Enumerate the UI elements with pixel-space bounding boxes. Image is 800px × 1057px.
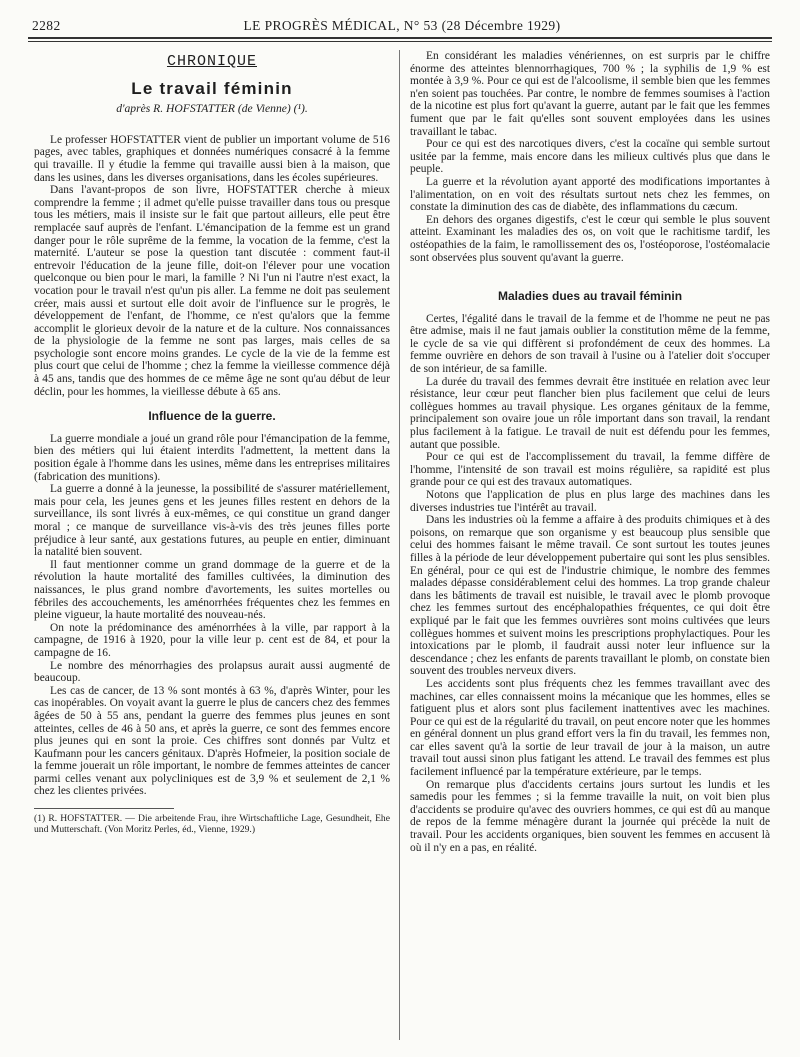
subheading-war: Influence de la guerre. (148, 409, 276, 424)
paragraph: Certes, l'égalité dans le travail de la femme et de l'homme ne peut ne pas être admise, mais il ne faut jamais oublier la constitution même de la femme, le cycle de sa vie qui diffèrent si profondément de ceux des hommes. La femme ouvrière en dehors de son travail à l'usine ou à l'atelier doit s'occuper de son intérieur, de sa famille. (410, 312, 770, 376)
paragraph: En dehors des organes digestifs, c'est le cœur qui semble le plus souvent atteint. Examinant les maladies des os, on voit que le rachitisme tardif, les ostéopathies de la faim, le ramollissement des os, l'ostéoporose, l'ostéomalacie sont observées plus souvent qu'avant la guerre. (410, 213, 770, 264)
footnote: (1) R. HOFSTATTER. — Die arbeitende Frau, ihre Wirtschaftliche Lage, Gesundheit, Ehe und Mutterschaft. (Von Moritz Perles, éd., Vienne, 1929.) (34, 813, 390, 836)
column-divider (399, 50, 400, 1040)
right-column (410, 50, 770, 854)
journal-title: LE PROGRÈS MÉDICAL, N° 53 (28 Décembre 1929) (243, 18, 561, 33)
paragraph: En considérant les maladies vénériennes, on est surpris par le chiffre énorme des atteintes blennorrhagiques, 700 % ; la syphilis de 1,9 % est montée à 3,9 %. Pour ce qui est de l'alcoolisme, il semble bien que les femmes n'en soient pas touchées. Par contre, le nombre de femmes soumises à l'action de la nicotine est plus fort qu'avant la guerre, autant par le fait que les femmes fument que par le fait qu'elles sont souvent employées dans les usines travaillant le tabac. (410, 50, 770, 138)
paragraph: Le professer HOFSTATTER vient de publier un important volume de 516 pages, avec tables, graphiques et données numériques consacré à la femme qui travaille. Il y étudie la femme qui travaille aussi bien à la maison, que dans les usines, dans les diverses organisations, dans les écoles supérieures. (34, 133, 390, 184)
left-column (34, 50, 390, 835)
paragraph: Dans les industries où la femme a affaire à des produits chimiques et à des poisons, on remarque que son organisme y est beaucoup plus sensible que celui des hommes faisant le même travail. Ce sont surtout les toutes jeunes filles à la période de leur développement pubertaire qui sont les plus sensibles. En général, pour ce qui est de l'industrie chimique, le nombre des femmes malades dépasse considérablement celui des hommes. La trop grande chaleur dans les bâtiments de travail est nuisible, le travail avec le plomb provoque chez les femmes surtout des encéphalopathies fréquentes, ce qui doit être expliqué par le fait que les femmes ouvrières sont moins cultivées que leurs collègues hommes et suivent moins les prescriptions prophylactiques. Pour les intoxications par le plomb, il faudrait aussi noter leur influence sur la descendance ; chez les enfants de parents travaillant le plomb, on constate bien souvent des troubles nerveux divers. (410, 514, 770, 678)
paragraph: Les accidents sont plus fréquents chez les femmes travaillant avec des machines, car elles connaissent moins la mécanique que les hommes, elles se fatiguent plus et alors sont plus facilement inattentives avec les machines. Pour ce qui est de la régularité du travail, on peut encore noter que les hommes en général donnent un plus grand effort vers la fin du travail, les femmes non, car elles savent qu'à la sortie de leur travail de jour à la maison, un autre travail tout aussi sinon plus fatigant les attend. Le travail des femmes est plus facilement influencé par la température extérieure, par le temps. (410, 677, 770, 779)
paragraph: La durée du travail des femmes devrait être instituée en relation avec leur résistance, leur cœur peut flancher bien plus facilement que celui de leurs collègues hommes au travail physique. Les organes génitaux de la femme, principalement son ovaire joue un rôle important dans son travail, la rendant plus facilement à la fatigue. Le travail de nuit est défendu pour les femmes, autant que possible. (410, 375, 770, 451)
paragraph: Notons que l'application de plus en plus large des machines dans les diverses industries tue l'intérêt au travail. (410, 489, 770, 514)
paragraph: On remarque plus d'accidents certains jours surtout les lundis et les samedis pour les femmes ; si la femme travaille la nuit, on voit bien plus d'accidents se produire qu'avec des ouvriers hommes, ce qui est dû au manque de repos de la femme ménagère durant la journée qui précède la nuit de travail. Pour les accidents organiques, bien souvent les femmes en accusent là où il n'y en a pas, en réalité. (410, 778, 770, 854)
paragraph: La guerre a donné à la jeunesse, la possibilité de s'assurer matériellement, mais pour cela, les jeunes gens et les jeunes filles restent en dehors de la surveillance, ils sont livrés à eux-mêmes, ce qui constitue un grand danger moral ; ce manque de surveillance vis-à-vis des très jeunes filles porte préjudice à leur santé, aux gestations futures, au peuple en entier, diminuant la natalité bien souvent. (34, 483, 390, 559)
paragraph: Il faut mentionner comme un grand dommage de la guerre et de la révolution la haute mortalité des familles cultivées, la diminution des naissances, le plus grand nombre d'avortements, les suites mortelles ou fébriles des accouchements, les aménorrhées fréquentes chez les femmes en pleine vigueur, la haute mortalité des nouveau-nés. (34, 558, 390, 622)
paragraph: Dans l'avant-propos de son livre, HOFSTATTER cherche à mieux comprendre la femme ; il admet qu'elle puisse travailler dans tous ou presque tous les métiers, mais il insiste sur le fait que partout ailleurs, elle peut être remplacée sauf auprès de l'enfant. L'émancipation de la femme est un grand danger pour le rôle suprême de la femme, la vocation de la femme, c'est la maternité. L'auteur se pose la question tant discutée : comment faut-il entrevoir l'éducation de la jeune fille, doit-on l'élever pour une vocation quelconque ou bien pour le mari, la famille ? Ni l'un ni l'autre n'est exact, la vocation pour le travail n'est qu'un pis aller. La femme ne doit pas seulement créer, mais aussi et surtout elle doit avoir de l'influence sur le progrès, le développement de l'enfant, de l'homme, ce n'est qu'alors que la femme accomplit le glorieux devoir de la nature et de la culture. Nos connaissances de la physiologie de la femme ne sont pas larges, mais celles de sa psychologie sont encore moins grandes. Le cycle de la vie de la femme est plus court que celui de l'homme ; chez la femme la vieillesse commence déjà à 45 ans, tandis que des hommes de ce même âge ne sont qu'au début de leur déclin, pour les hommes, la vieillesse débute à 65 ans. (34, 184, 390, 398)
header-rule-thick (28, 37, 772, 39)
paragraph: Pour ce qui est des narcotiques divers, c'est la cocaïne qui semble surtout usitée par la femme, mais encore dans les milieux cultivés plus que dans le peuple. (410, 138, 770, 176)
footnote-rule (34, 808, 174, 809)
article-title: Le travail féminin (131, 78, 293, 98)
article-byline: d'après R. HOFSTATTER (de Vienne) (¹). (116, 102, 308, 116)
subheading-diseases: Maladies dues au travail féminin (497, 289, 683, 304)
paragraph: Pour ce qui est de l'accomplissement du travail, la femme diffère de l'homme, l'intensité de son travail est moins régulière, sa rapidité est plus grande pour ce qui est des travaux automatiques. (410, 451, 770, 489)
paragraph: La guerre et la révolution ayant apporté des modifications importantes à l'alimentation, on en voit des résultats surtout nets chez les femmes, on constate la diminution des cas de diabète, des inflammations du cæcum. (410, 175, 770, 214)
running-header (28, 18, 776, 36)
paragraph: La guerre mondiale a joué un grand rôle pour l'émancipation de la femme, bien des métiers qui lui étaient interdits l'admettent, la mettent dans la position égale à l'homme dans les usines, même dans les entreprises militaires (fabrication des munitions). (34, 432, 390, 483)
paragraph: On note la prédominance des aménorrhées à la ville, par rapport à la campagne, de 1916 à 1920, pour la ville leur p. cent est de 84, et pour la campagne de 16. (34, 621, 390, 659)
paragraph: Les cas de cancer, de 13 % sont montés à 63 %, d'après Winter, pour les cas inopérables. On voyait avant la guerre le plus de cancers chez des femmes âgées de 50 à 55 ans, pendant la guerre des femmes plus jeunes en sont atteintes, celles de 46 à 50 ans, et après la guerre, ce sont des femmes encore plus jeunes qui en sont la proie. Ces chiffres sont donnés par Vultz et Kaufmann pour les cancers génitaux. D'après Hofmeier, la position sociale de la femme jouerait un rôle important, le nombre de femmes atteintes de cancer parmi celles venant aux polycliniques est de 3,9 % et seulement de 2,1 % chez les clientes privées. (34, 684, 390, 798)
header-rule-thin (28, 41, 772, 42)
page-number: 2282 (32, 18, 61, 33)
paragraph: Le nombre des ménorrhagies des prolapsus aurait aussi augmenté de beaucoup. (34, 659, 390, 685)
section-title: CHRONIQUE (166, 53, 257, 70)
